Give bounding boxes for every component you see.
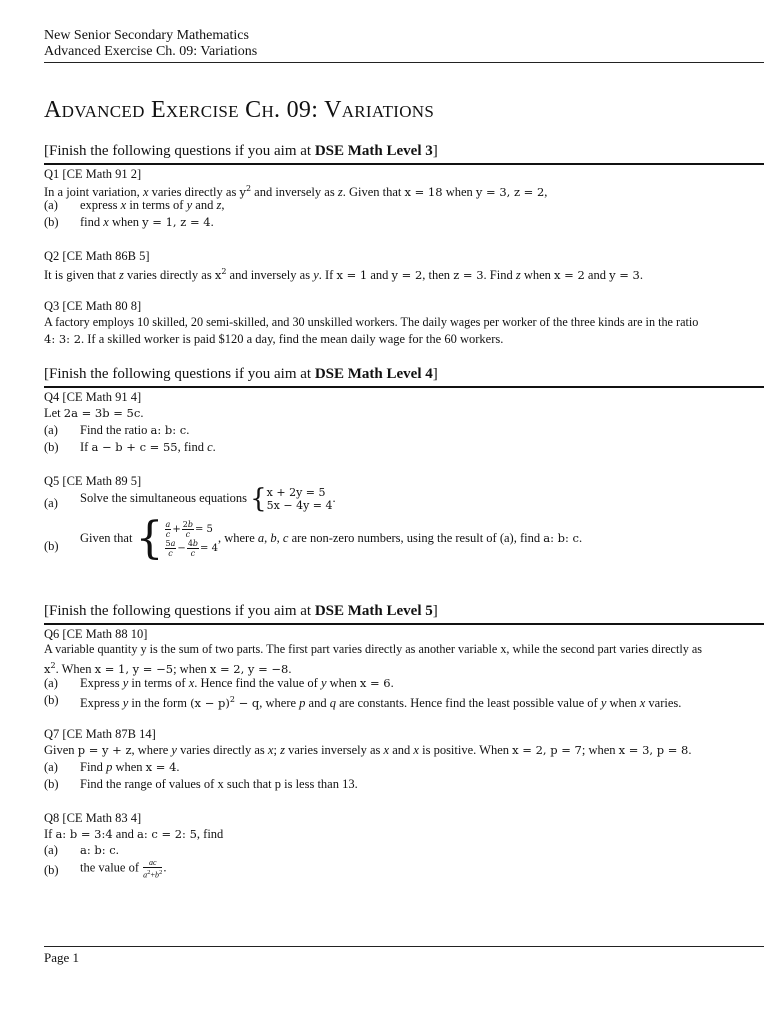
q8-part-b: (b) the value of $\frac{ac}{a^2+b^2}$ . xyxy=(44,858,167,880)
q5-part-b: (b) Given that { $\frac{a}{c}$ + $\frac{2b}{c}$ = 5 $\frac{5a}{c}$ − $\frac{4b}{c}$ = 4, where a, b, c are non-zero numbers, using the result of (a), find a: b: c. xyxy=(44,513,583,564)
q8-head: Q8 [CE Math 83 4] xyxy=(44,811,142,825)
level-5-rule xyxy=(44,623,764,625)
q4-head: Q4 [CE Math 91 4] xyxy=(44,390,142,404)
q4-stem: Let 2a = 3b = 5c. xyxy=(44,406,144,420)
q6-line1: A variable quantity y is the sum of two parts. The first part varies directly as another variable x, while the second part varies directly as xyxy=(44,642,703,656)
running-header-line1: New Senior Secondary Mathematics xyxy=(44,28,249,43)
q5-head: Q5 [CE Math 89 5] xyxy=(44,474,142,488)
page-title: Advanced Exercise Ch. 09: Variations xyxy=(44,97,435,123)
q1-head: Q1 [CE Math 91 2] xyxy=(44,167,142,181)
q2-stem: It is given that z varies directly as $x^2$ and inversely as y. If x = 1 and y = 2, then z = 3. Find z when x = 2 and y = 3. xyxy=(44,267,643,282)
q3-line1: A factory employs 10 skilled, 20 semi-skilled, and 30 unskilled workers. The daily wages per worker of the three kinds are in the ratio xyxy=(44,315,699,329)
level-4-heading: [Finish the following questions if you aim at DSE Math Level 4] xyxy=(44,366,438,382)
q1-stem: In a joint variation, x varies directly as $y^2$ and inversely as z. Given that x = 18 when y = 3, z = 2, xyxy=(44,184,548,199)
q6-line2: $x^2$. When x = 1, y = −5; when x = 2, y = −8. xyxy=(44,661,292,676)
q8-stem: If a: b = 3:4 and a: c = 2: 5, find xyxy=(44,827,224,841)
q2-head: Q2 [CE Math 86B 5] xyxy=(44,249,150,263)
q7-stem: Given p = y + z, where y varies directly as x; z varies inversely as x and x is positive. When x = 2, p = 7; when x = 3, p = 8. xyxy=(44,743,692,757)
q6-head: Q6 [CE Math 88 10] xyxy=(44,627,148,641)
q3-head: Q3 [CE Math 80 8] xyxy=(44,299,142,313)
running-header-line2: Advanced Exercise Ch. 09: Variations xyxy=(44,44,258,59)
level-3-rule xyxy=(44,163,764,165)
q5-part-a: (a) Solve the simultaneous equations {x + 2y = 5 5x − 4y = 4. xyxy=(44,484,336,514)
q3-line2: 4: 3: 2. If a skilled worker is paid $120 a day, find the mean daily wage for the 60 workers. xyxy=(44,332,504,346)
header-rule xyxy=(44,62,764,63)
level-5-heading: [Finish the following questions if you aim at DSE Math Level 5] xyxy=(44,603,438,619)
q7-head: Q7 [CE Math 87B 14] xyxy=(44,727,156,741)
footer-rule xyxy=(44,946,764,947)
page-number: Page 1 xyxy=(44,950,80,965)
level-4-rule xyxy=(44,386,764,388)
level-3-heading: [Finish the following questions if you aim at DSE Math Level 3] xyxy=(44,143,438,159)
